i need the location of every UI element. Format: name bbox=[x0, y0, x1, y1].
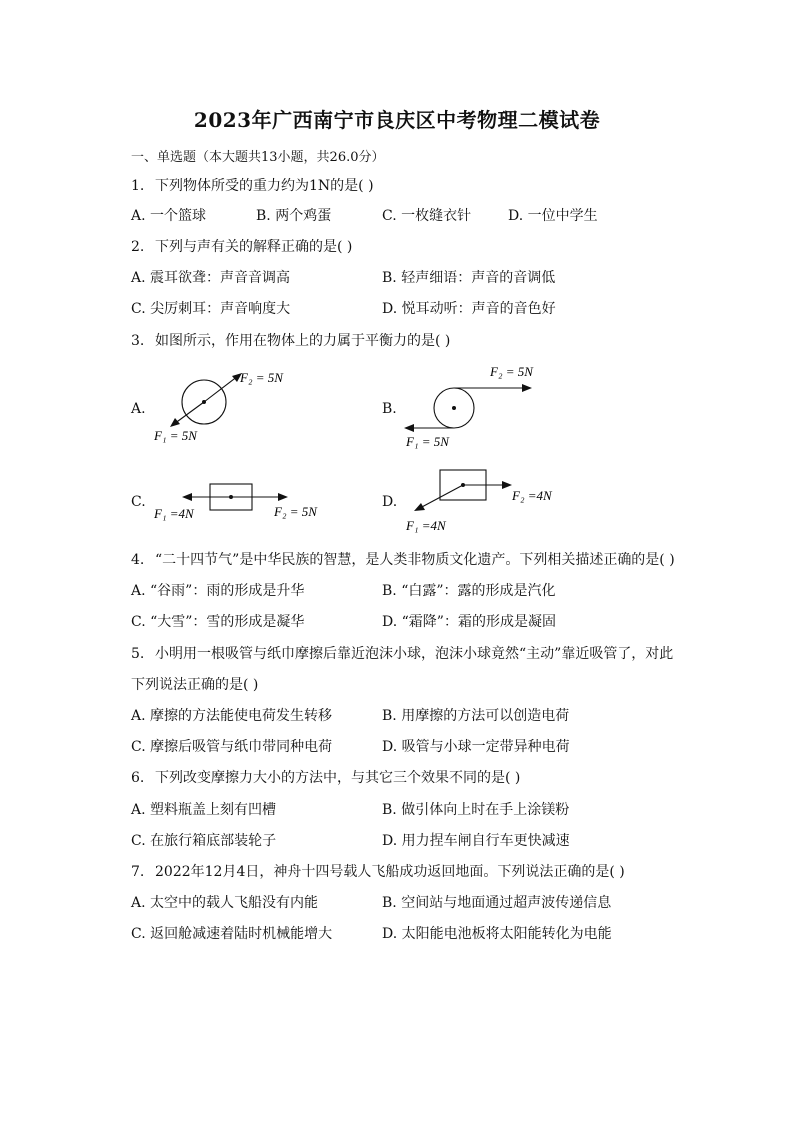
page-title: 2023年广西南宁市良庆区中考物理二模试卷 bbox=[193, 108, 601, 132]
option-6a: A. 塑料瓶盖上刻有凹槽 bbox=[131, 802, 277, 818]
question-stem: “二十四节气”是中华民族的智慧，是人类非物质文化遗产。下列相关描述正确的是( ) bbox=[155, 552, 675, 568]
option-7c: C. 返回舱减速着陆时机械能增大 bbox=[131, 926, 333, 942]
option-2d: D. 悦耳动听：声音的音色好 bbox=[382, 301, 556, 317]
question-5-continuation: 下列说法正确的是( ) bbox=[131, 677, 259, 693]
label-f2: F₂ =4N bbox=[512, 488, 552, 503]
option-4b: B. “白露”：露的形成是汽化 bbox=[382, 583, 556, 599]
question-stem: 下列与声有关的解释正确的是( ) bbox=[155, 239, 353, 255]
force-diagram-c bbox=[148, 476, 348, 526]
label-f1: F₁ = 5N bbox=[406, 434, 449, 449]
question-7 bbox=[131, 862, 625, 882]
option-2a: A. 震耳欲聋：声音音调高 bbox=[131, 270, 291, 286]
option-1c: C. 一枚缝衣针 bbox=[382, 208, 472, 224]
option-1a: A. 一个篮球 bbox=[131, 208, 207, 224]
option-3a: A. bbox=[131, 401, 146, 417]
question-3 bbox=[131, 331, 450, 351]
force-diagram-b bbox=[398, 360, 558, 452]
force-diagram-a bbox=[148, 364, 308, 448]
option-3d: D. bbox=[382, 494, 398, 510]
question-number: 5. bbox=[131, 646, 145, 662]
label-f1: F₁ = 5N bbox=[154, 428, 197, 443]
option-1d: D. 一位中学生 bbox=[508, 208, 598, 224]
question-number: 3. bbox=[131, 333, 145, 349]
option-7b: B. 空间站与地面通过超声波传递信息 bbox=[382, 895, 612, 911]
label-f2: F₂ = 5N bbox=[240, 370, 283, 385]
option-5a: A. 摩擦的方法能使电荷发生转移 bbox=[131, 708, 333, 724]
question-stem: 下列物体所受的重力约为1N的是( ) bbox=[155, 178, 374, 194]
label-f2: F₂ = 5N bbox=[274, 504, 317, 519]
question-number: 2. bbox=[131, 239, 145, 255]
section-heading: 一、单选题（本大题共13小题，共26.0分） bbox=[131, 150, 385, 165]
label-f1: F₁ =4N bbox=[154, 506, 194, 521]
option-5c: C. 摩擦后吸管与纸巾带同种电荷 bbox=[131, 739, 333, 755]
option-1b: B. 两个鸡蛋 bbox=[256, 208, 332, 224]
option-4a: A. “谷雨”：雨的形成是升华 bbox=[131, 583, 305, 599]
question-number: 4. bbox=[131, 552, 145, 568]
force-diagram-d bbox=[398, 464, 578, 536]
option-4d: D. “霜降”：霜的形成是凝固 bbox=[382, 614, 556, 630]
option-6b: B. 做引体向上时在手上涂镁粉 bbox=[382, 802, 570, 818]
question-2 bbox=[131, 237, 352, 257]
option-3b: B. bbox=[382, 401, 397, 417]
question-number: 7. bbox=[131, 864, 145, 880]
option-5b: B. 用摩擦的方法可以创造电荷 bbox=[382, 708, 570, 724]
label-f2: F₂ = 5N bbox=[490, 364, 533, 379]
question-1 bbox=[131, 176, 374, 196]
question-4 bbox=[131, 550, 675, 570]
option-5d: D. 吸管与小球一定带异种电荷 bbox=[382, 739, 570, 755]
question-number: 6. bbox=[131, 770, 145, 786]
option-6d: D. 用力捏车闸自行车更快减速 bbox=[382, 833, 570, 849]
option-7d: D. 太阳能电池板将太阳能转化为电能 bbox=[382, 926, 612, 942]
question-5 bbox=[131, 644, 673, 664]
question-stem: 如图所示，作用在物体上的力属于平衡力的是( ) bbox=[155, 333, 451, 349]
option-4c: C. “大雪”：雪的形成是凝华 bbox=[131, 614, 305, 630]
option-7a: A. 太空中的载人飞船没有内能 bbox=[131, 895, 319, 911]
option-2c: C. 尖厉刺耳：声音响度大 bbox=[131, 301, 291, 317]
question-stem: 2022年12月4日，神舟十四号载人飞船成功返回地面。下列说法正确的是( ) bbox=[155, 864, 625, 880]
option-6c: C. 在旅行箱底部装轮子 bbox=[131, 833, 277, 849]
label-f1: F₁ =4N bbox=[406, 518, 446, 533]
question-stem: 下列改变摩擦力大小的方法中，与其它三个效果不同的是( ) bbox=[155, 770, 521, 786]
option-2b: B. 轻声细语：声音的音调低 bbox=[382, 270, 556, 286]
option-3c: C. bbox=[131, 494, 146, 510]
question-stem: 小明用一根吸管与纸巾摩擦后靠近泡沫小球，泡沫小球竟然“主动”靠近吸管了，对此 bbox=[155, 646, 674, 662]
question-6 bbox=[131, 768, 520, 788]
question-number: 1. bbox=[131, 178, 145, 194]
